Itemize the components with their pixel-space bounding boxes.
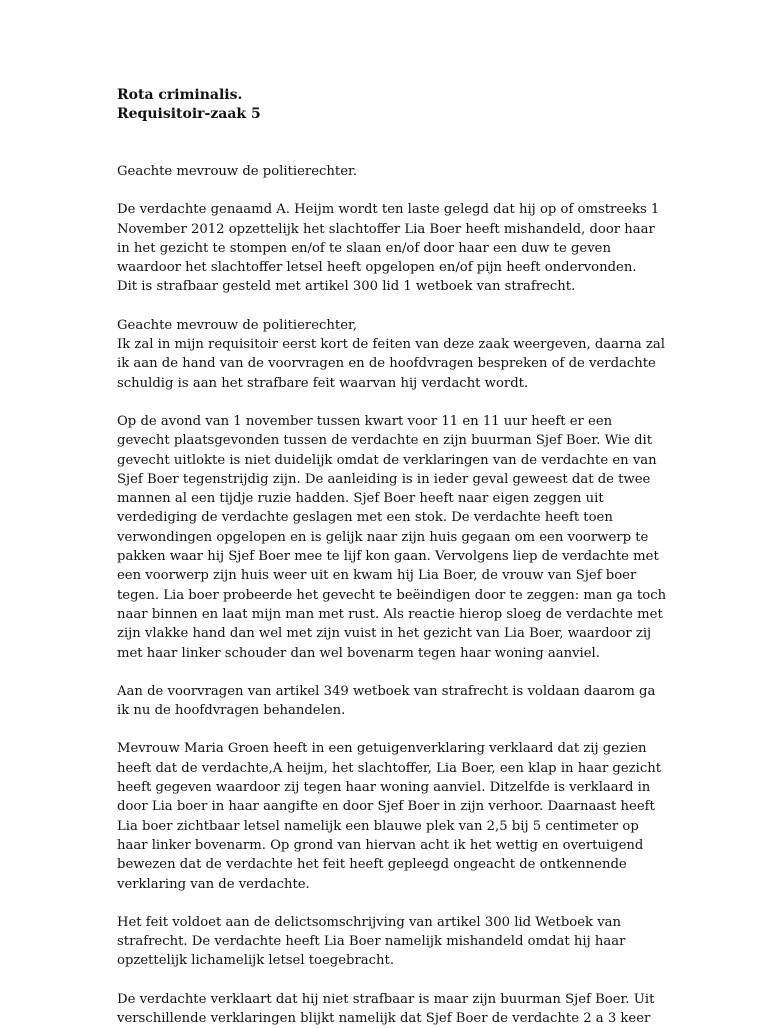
text-line: De verdachte verklaart dat hij niet strafbaar is maar zijn buurman Sjef Boer. Uit <box>117 991 655 1007</box>
text-line: naar binnen en laat mijn man met rust. Als reactie hierop sloeg de verdachte met <box>117 606 663 622</box>
document-page <box>117 86 667 1028</box>
text-line: strafrecht. De verdachte heeft Lia Boer namelijk mishandeld omdat hij haar <box>117 934 626 950</box>
text-line: gevecht uitlokte is niet duidelijk omdat de verklaringen van de verdachte en van <box>117 452 657 468</box>
paragraph-gap <box>117 720 657 739</box>
text-line: Aan de voorvragen van artikel 349 wetboek van strafrecht is voldaan daarom ga <box>117 683 656 699</box>
text-line: heeft gegeven waardoor zij tegen haar woning aanviel. Ditzelfde is verklaard in <box>117 780 651 796</box>
paragraph <box>117 316 665 393</box>
paragraph <box>117 913 657 971</box>
paragraph-gap <box>117 894 657 913</box>
text-line: met haar linker schouder dan wel bovenarm tegen haar woning aanviel. <box>117 645 600 661</box>
text-line: verwondingen opgelopen en is gelijk naar zijn huis gegaan om een voorwerp te <box>117 529 649 545</box>
spacer <box>117 124 657 162</box>
text-line: ik nu de hoofdvragen behandelen. <box>117 703 346 719</box>
text-line: bewezen dat de verdachte het feit heeft gepleegd ongeacht de ontkennende <box>117 857 627 873</box>
text-line: Geachte mevrouw de politierechter. <box>117 164 358 179</box>
text-line: Ik zal in mijn requisitoir eerst kort de feiten van deze zaak weergeven, daarna zal <box>117 337 665 353</box>
text-line: Op de avond van 1 november tussen kwart voor 11 en 11 uur heeft er een <box>117 413 613 429</box>
paragraph <box>117 412 667 663</box>
text-line: November 2012 opzettelijk het slachtoffer Lia Boer heeft mishandeld, door haar <box>117 221 655 237</box>
text-line: tegen. Lia boer probeerde het gevecht te beëindigen door te zeggen: man ga toch <box>117 587 667 603</box>
text-line: door Lia boer in haar aangifte en door Sjef Boer in zijn verhoor. Daarnaast heeft <box>117 799 655 815</box>
text-line: waardoor het slachtoffer letsel heeft opgelopen en/of pijn heeft ondervonden. <box>117 260 637 276</box>
text-line: schuldig is aan het strafbare feit waarvan hij verdacht wordt. <box>117 375 529 391</box>
paragraph <box>117 990 657 1028</box>
paragraph-gap <box>117 297 657 316</box>
text-line: verklaring van de verdachte. <box>117 876 310 892</box>
text-line: Het feit voldoet aan de delictsomschrijving van artikel 300 lid Wetboek van <box>117 914 622 930</box>
paragraph-gap <box>117 663 657 682</box>
document-body <box>117 162 667 1028</box>
paragraph-gap <box>117 971 657 990</box>
text-line: verschillende verklaringen blijkt namelijk dat Sjef Boer de verdachte 2 a 3 keer <box>117 1010 651 1026</box>
text-line: gevecht plaatsgevonden tussen de verdachte en zijn buurman Sjef Boer. Wie dit <box>117 433 653 449</box>
text-line: opzettelijk lichamelijk letsel toegebracht. <box>117 953 395 969</box>
text-line: Mevrouw Maria Groen heeft in een getuigenverklaring verklaard dat zij gezien <box>117 741 647 757</box>
text-line: in het gezicht te stompen en/of te slaan en/of door haar een duw te geven <box>117 240 611 256</box>
text-line: Geachte mevrouw de politierechter, <box>117 317 358 333</box>
paragraph-gap <box>117 181 657 200</box>
paragraph-gap <box>117 393 657 412</box>
document-subtitle: Requisitoir-zaak 5 <box>117 106 261 122</box>
text-line: zijn vlakke hand dan wel met zijn vuist in het gezicht van Lia Boer, waardoor zij <box>117 626 652 642</box>
text-line: heeft dat de verdachte,A heijm, het slachtoffer, Lia Boer, een klap in haar gezicht <box>117 760 662 776</box>
text-line: verdediging de verdachte geslagen met een stok. De verdachte heeft toen <box>117 510 613 526</box>
text-line: Lia boer zichtbaar letsel namelijk een blauwe plek van 2,5 bij 5 centimeter op <box>117 818 639 834</box>
paragraph <box>117 739 662 893</box>
text-line: Dit is strafbaar gesteld met artikel 300 lid 1 wetboek van strafrecht. <box>117 279 576 295</box>
paragraph <box>117 682 657 721</box>
text-line: De verdachte genaamd A. Heijm wordt ten laste gelegd dat hij op of omstreeks 1 <box>117 202 660 218</box>
text-line: pakken waar hij Sjef Boer mee te lijf kon gaan. Vervolgens liep de verdachte met <box>117 549 659 565</box>
text-line: een voorwerp zijn huis weer uit en kwam hij Lia Boer, de vrouw van Sjef boer <box>117 568 637 584</box>
text-line: Sjef Boer tegenstrijdig zijn. De aanleiding is in ieder geval geweest dat de twee <box>117 471 651 487</box>
text-line: ik aan de hand van de voorvragen en de hoofdvragen bespreken of de verdachte <box>117 356 656 372</box>
document-title: Rota criminalis. <box>117 87 243 103</box>
paragraph <box>117 200 660 296</box>
text-line: mannen al een tijdje ruzie hadden. Sjef Boer heeft naar eigen zeggen uit <box>117 491 604 507</box>
paragraph <box>117 162 657 181</box>
text-line: haar linker bovenarm. Op grond van hiervan acht ik het wettig en overtuigend <box>117 837 644 853</box>
